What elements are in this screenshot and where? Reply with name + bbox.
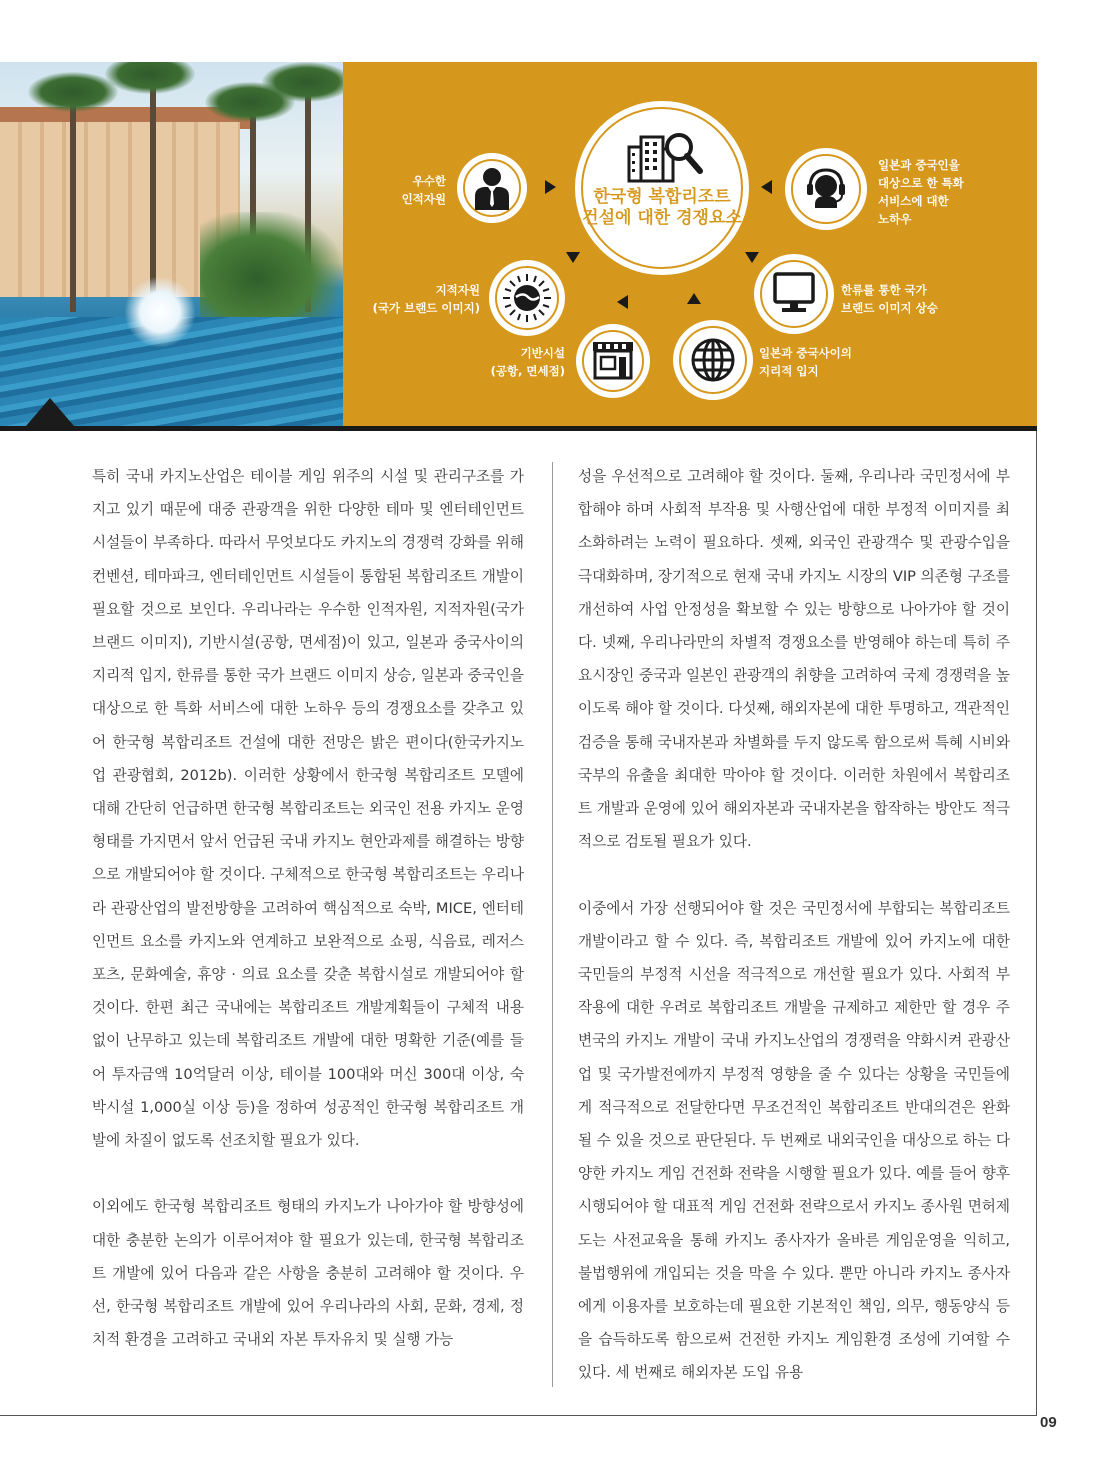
- right-paragraph-1: 성을 우선적으로 고려해야 할 것이다. 둘째, 우리나라 국민정서에 부합해야 하며 사회적 부작용 및 사행산업에 대한 부정적 이미지를 최소화하려는 노력이 필요하다. 셋째, 외국인 관광객수 및 관광수입을 극대화하며, 장기적으로 현재 국내 카지노 시장의 VIP 의존형 구조를 개선하여 사업 안정성을 확보할 수 있는 방향으로 나아가야 할 것이다. 넷째, 우리나라만의 차별적 경쟁요소를 반영해야 하는데 특히 주요시장인 중국과 일본인 관광객의 취향을 고려하여 국제 경쟁력을 높이도록 해야 할 것이다. 다섯째, 해외자본에 대한 투명하고, 객관적인 검증을 통해 국내자본과 차별화를 두지 않도록 함으로써 특혜 시비와 국부의 유출을 최대한 막아야 할 것이다. 이러한 차원에서 복합리조트 개발과 운영에 있어 해외자본과 국내자본을 합작하는 방안도 적극적으로 검토될 필요가 있다.: [578, 468, 1010, 851]
- knowhow-label: 일본과 중국인을 대상으로 한 특화 서비스에 대한 노하우: [878, 158, 964, 226]
- arrow-down-icon: [566, 252, 580, 263]
- competition-diagram: [343, 62, 1037, 426]
- hallyu-circle: [754, 254, 834, 334]
- globe-icon: [690, 337, 736, 383]
- center-title-line2: 건설에 대한 경쟁요소: [582, 208, 742, 228]
- triangle-marker: [26, 398, 74, 426]
- right-paragraph-2: 이중에서 가장 선행되어야 할 것은 국민정서에 부합되는 복합리조트 개발이라고 할 수 있다. 즉, 복합리조트 개발에 있어 카지노에 대한 국민들의 부정적 시선을 적극적으로 개선할 필요가 있다. 사회적 부작용에 대한 우려로 복합리조트 개발을 규제하고 제한만 할 경우 주변국의 카지노 개발이 국내 카지노산업의 경쟁력을 약화시켜 관광산업 및 국가발전에까지 부정적 영향을 줄 수 있다는 상황을 국민들에게 적극적으로 전달한다면 무조건적인 복합리조트 반대의견은 완화될 수 있을 것으로 판단된다. 두 번째로 내외국인을 대상으로 하는 다양한 카지노 게임 건전화 전략을 시행할 필요가 있다. 예를 들어 향후 시행되어야 할 대표적 게임 건전화 전략으로서 카지노 종사원 면허제도는 사전교육을 통해 카지노 종사자가 올바른 게임운영을 익히고, 불법행위에 개입되는 것을 막을 수 있다. 뿐만 아니라 카지노 종사자에게 이용자를 보호하는데 필요한 기본적인 책임, 의무, 행동양식 등을 습득하도록 함으로써 건전한 카지노 게임환경 조성에 기여할 수 있다. 세 번째로 해외자본 도입 유용: [578, 899, 1010, 1382]
- arrow-down-icon: [745, 252, 759, 263]
- arrow-left-icon: [617, 295, 628, 309]
- arrow-right-icon: [545, 180, 556, 194]
- sun-brand-icon: [501, 272, 553, 324]
- arrow-left-icon: [761, 180, 772, 194]
- column-divider: [552, 462, 553, 1387]
- hallyu-label: 한류를 통한 국가 브랜드 이미지 상승: [841, 283, 938, 315]
- center-title-line1: 한국형 복합리조트: [593, 187, 731, 207]
- brand-label: 지적자원 (국가 브랜드 이미지): [372, 283, 480, 315]
- bottom-rule: [0, 1415, 1037, 1416]
- building-search-icon: [625, 129, 705, 185]
- infrastructure-label: 기반시설 (공항, 면세점): [490, 346, 565, 378]
- businessman-icon: [472, 166, 512, 210]
- brand-circle: [489, 260, 565, 336]
- store-icon: [591, 340, 635, 380]
- knowhow-circle: [785, 148, 867, 230]
- banner-rule: [0, 426, 1037, 431]
- page-number: 09: [1040, 1414, 1057, 1431]
- human-resources-circle: [457, 153, 527, 223]
- human-resources-label: 우수한 인적자원: [401, 174, 446, 206]
- right-column: [578, 460, 1010, 1390]
- infrastructure-circle: [576, 324, 650, 398]
- arrow-up-icon: [687, 293, 701, 304]
- monitor-icon: [772, 271, 816, 315]
- left-paragraph-2: 이외에도 한국형 복합리조트 형태의 카지노가 나아가야 할 방향성에 대한 충분한 논의가 이루어져야 할 필요가 있는데, 한국형 복합리조트 개발에 있어 다음과 같은 사항을 충분히 고려해야 할 것이다. 우선, 한국형 복합리조트 개발에 있어 우리나라의 사회, 문화, 경제, 정치적 환경을 고려하고 국내외 자본 투자유치 및 실행 가능: [92, 1198, 524, 1349]
- location-label: 일본과 중국사이의 지리적 입지: [759, 346, 852, 378]
- header-banner: [0, 62, 1037, 426]
- headset-icon: [803, 164, 849, 212]
- location-circle: [673, 320, 753, 400]
- left-paragraph-1: 특히 국내 카지노산업은 테이블 게임 위주의 시설 및 관리구조를 가지고 있기 때문에 대중 관광객을 위한 다양한 테마 및 엔터테인먼트 시설들이 부족하다. 따라서 무엇보다도 카지노의 경쟁력 강화를 위해 컨벤션, 테마파크, 엔터테인먼트 시설들이 통합된 복합리조트 개발이 필요할 것으로 보인다. 우리나라는 우수한 인적자원, 지적자원(국가 브랜드 이미지), 기반시설(공항, 면세점)이 있고, 일본과 중국사이의 지리적 입지, 한류를 통한 국가 브랜드 이미지 상승, 일본과 중국인을 대상으로 한 특화 서비스에 대한 노하우 등의 경쟁요소를 갖추고 있어 한국형 복합리조트 건설에 대한 전망은 밝은 편이다(한국카지노업 관광협회, 2012b). 이러한 상황에서 한국형 복합리조트 모델에 대해 간단히 언급하면 한국형 복합리조트는 외국인 전용 카지노 운영형태를 가지면서 앞서 언급된 국내 카지노 현안과제를 해결하는 방향으로 개발되어야 할 것이다. 구체적으로 한국형 복합리조트는 우리나라 관광산업의 발전방향을 고려하여 핵심적으로 숙박, MICE, 엔터테인먼트 요소를 카지노와 연계하고 보완적으로 쇼핑, 식음료, 레저스포츠, 문화예술, 휴양 · 의료 요소를 갖춘 복합시설로 개발되어야 할 것이다. 한편 최근 국내에는 복합리조트 개발계획들이 구체적 내용 없이 난무하고 있는데 복합리조트 개발에 대한 명확한 기준(예를 들어 투자금액 10억달러 이상, 테이블 100대와 머신 300대 이상, 숙박시설 1,000실 이상 등)을 정하여 성공적인 한국형 복합리조트 개발에 차질이 없도록 선조치할 필요가 있다.: [92, 468, 524, 1150]
- left-column: [92, 460, 524, 1356]
- center-circle: [575, 101, 749, 275]
- resort-photo: [0, 62, 343, 426]
